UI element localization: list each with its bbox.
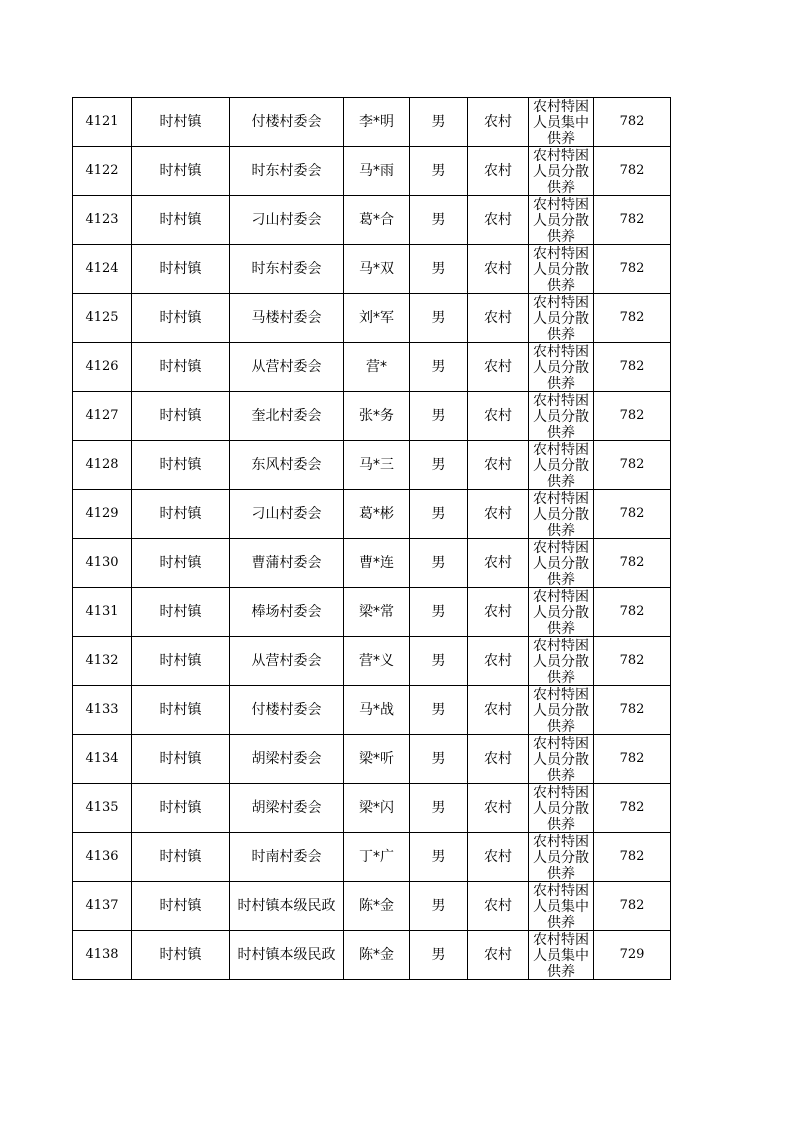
serial-number-cell: 4128 xyxy=(73,441,132,490)
village-committee-cell: 马楼村委会 xyxy=(230,294,344,343)
area-type-cell: 农村 xyxy=(468,588,529,637)
support-category-text: 农村特困人员分散供养 xyxy=(533,442,589,489)
town-cell: 时村镇 xyxy=(132,196,230,245)
table-row xyxy=(73,245,671,294)
support-category-text: 农村特困人员集中供养 xyxy=(533,883,589,930)
area-type-cell: 农村 xyxy=(468,539,529,588)
town-cell: 时村镇 xyxy=(132,931,230,980)
support-category-text: 农村特困人员分散供养 xyxy=(533,736,589,783)
town-cell: 时村镇 xyxy=(132,735,230,784)
village-committee-cell: 时东村委会 xyxy=(230,147,344,196)
serial-number-cell: 4130 xyxy=(73,539,132,588)
support-category-cell xyxy=(529,735,594,784)
table-row xyxy=(73,147,671,196)
person-name-cell: 马*战 xyxy=(344,686,410,735)
support-category-text: 农村特困人员集中供养 xyxy=(533,99,589,146)
table-row xyxy=(73,735,671,784)
area-type-cell: 农村 xyxy=(468,245,529,294)
area-type-cell: 农村 xyxy=(468,833,529,882)
person-name-cell: 陈*金 xyxy=(344,931,410,980)
area-type-cell: 农村 xyxy=(468,441,529,490)
person-name-cell: 营* xyxy=(344,343,410,392)
gender-cell: 男 xyxy=(410,490,468,539)
support-category-cell xyxy=(529,147,594,196)
town-cell: 时村镇 xyxy=(132,686,230,735)
gender-cell: 男 xyxy=(410,735,468,784)
village-committee-cell: 刁山村委会 xyxy=(230,196,344,245)
support-category-text: 农村特困人员分散供养 xyxy=(533,589,589,636)
support-category-cell xyxy=(529,196,594,245)
area-type-cell: 农村 xyxy=(468,294,529,343)
serial-number-cell: 4125 xyxy=(73,294,132,343)
amount-cell: 782 xyxy=(594,245,671,294)
town-cell: 时村镇 xyxy=(132,441,230,490)
gender-cell: 男 xyxy=(410,245,468,294)
table-row xyxy=(73,686,671,735)
gender-cell: 男 xyxy=(410,196,468,245)
village-committee-cell: 付楼村委会 xyxy=(230,98,344,147)
village-committee-cell: 时村镇本级民政 xyxy=(230,931,344,980)
village-committee-cell: 从营村委会 xyxy=(230,637,344,686)
amount-cell: 782 xyxy=(594,294,671,343)
amount-cell: 782 xyxy=(594,735,671,784)
support-category-text: 农村特困人员分散供养 xyxy=(533,834,589,881)
gender-cell: 男 xyxy=(410,784,468,833)
town-cell: 时村镇 xyxy=(132,833,230,882)
amount-cell: 782 xyxy=(594,392,671,441)
village-committee-cell: 奎北村委会 xyxy=(230,392,344,441)
town-cell: 时村镇 xyxy=(132,98,230,147)
support-category-cell xyxy=(529,588,594,637)
support-category-cell xyxy=(529,784,594,833)
amount-cell: 782 xyxy=(594,490,671,539)
person-name-cell: 陈*金 xyxy=(344,882,410,931)
serial-number-cell: 4133 xyxy=(73,686,132,735)
village-committee-cell: 曹蒲村委会 xyxy=(230,539,344,588)
gender-cell: 男 xyxy=(410,392,468,441)
gender-cell: 男 xyxy=(410,882,468,931)
table-body xyxy=(73,98,671,980)
village-committee-cell: 时村镇本级民政 xyxy=(230,882,344,931)
table-row xyxy=(73,294,671,343)
table-row xyxy=(73,343,671,392)
gender-cell: 男 xyxy=(410,441,468,490)
support-category-cell xyxy=(529,245,594,294)
support-category-text: 农村特困人员集中供养 xyxy=(533,932,589,979)
village-committee-cell: 时南村委会 xyxy=(230,833,344,882)
serial-number-cell: 4136 xyxy=(73,833,132,882)
support-category-cell xyxy=(529,343,594,392)
amount-cell: 782 xyxy=(594,539,671,588)
area-type-cell: 农村 xyxy=(468,735,529,784)
town-cell: 时村镇 xyxy=(132,539,230,588)
amount-cell: 782 xyxy=(594,98,671,147)
area-type-cell: 农村 xyxy=(468,196,529,245)
serial-number-cell: 4129 xyxy=(73,490,132,539)
area-type-cell: 农村 xyxy=(468,392,529,441)
gender-cell: 男 xyxy=(410,686,468,735)
person-name-cell: 梁*听 xyxy=(344,735,410,784)
person-name-cell: 李*明 xyxy=(344,98,410,147)
table-row xyxy=(73,882,671,931)
gender-cell: 男 xyxy=(410,833,468,882)
support-category-text: 农村特困人员分散供养 xyxy=(533,540,589,587)
amount-cell: 782 xyxy=(594,637,671,686)
gender-cell: 男 xyxy=(410,147,468,196)
table-row xyxy=(73,490,671,539)
support-category-text: 农村特困人员分散供养 xyxy=(533,491,589,538)
table-row xyxy=(73,98,671,147)
town-cell: 时村镇 xyxy=(132,588,230,637)
town-cell: 时村镇 xyxy=(132,343,230,392)
serial-number-cell: 4132 xyxy=(73,637,132,686)
support-category-text: 农村特困人员分散供养 xyxy=(533,295,589,342)
table-row xyxy=(73,784,671,833)
town-cell: 时村镇 xyxy=(132,392,230,441)
person-name-cell: 葛*合 xyxy=(344,196,410,245)
amount-cell: 782 xyxy=(594,784,671,833)
serial-number-cell: 4127 xyxy=(73,392,132,441)
serial-number-cell: 4122 xyxy=(73,147,132,196)
person-name-cell: 马*双 xyxy=(344,245,410,294)
gender-cell: 男 xyxy=(410,931,468,980)
person-name-cell: 张*务 xyxy=(344,392,410,441)
gender-cell: 男 xyxy=(410,98,468,147)
support-category-cell xyxy=(529,931,594,980)
table-row xyxy=(73,931,671,980)
village-committee-cell: 从营村委会 xyxy=(230,343,344,392)
person-name-cell: 刘*军 xyxy=(344,294,410,343)
amount-cell: 782 xyxy=(594,196,671,245)
support-category-cell xyxy=(529,98,594,147)
town-cell: 时村镇 xyxy=(132,245,230,294)
support-category-cell xyxy=(529,686,594,735)
amount-cell: 782 xyxy=(594,588,671,637)
amount-cell: 782 xyxy=(594,833,671,882)
serial-number-cell: 4137 xyxy=(73,882,132,931)
support-category-cell xyxy=(529,490,594,539)
area-type-cell: 农村 xyxy=(468,490,529,539)
serial-number-cell: 4131 xyxy=(73,588,132,637)
person-name-cell: 丁*广 xyxy=(344,833,410,882)
person-name-cell: 马*三 xyxy=(344,441,410,490)
support-category-cell xyxy=(529,882,594,931)
serial-number-cell: 4121 xyxy=(73,98,132,147)
table-row xyxy=(73,833,671,882)
area-type-cell: 农村 xyxy=(468,931,529,980)
person-name-cell: 营*义 xyxy=(344,637,410,686)
support-category-text: 农村特困人员分散供养 xyxy=(533,148,589,195)
serial-number-cell: 4135 xyxy=(73,784,132,833)
table-row xyxy=(73,441,671,490)
village-committee-cell: 时东村委会 xyxy=(230,245,344,294)
village-committee-cell: 付楼村委会 xyxy=(230,686,344,735)
relief-recipients-table xyxy=(72,97,671,980)
support-category-text: 农村特困人员分散供养 xyxy=(533,197,589,244)
amount-cell: 729 xyxy=(594,931,671,980)
amount-cell: 782 xyxy=(594,343,671,392)
town-cell: 时村镇 xyxy=(132,882,230,931)
serial-number-cell: 4126 xyxy=(73,343,132,392)
support-category-cell xyxy=(529,833,594,882)
table-row xyxy=(73,539,671,588)
person-name-cell: 曹*连 xyxy=(344,539,410,588)
table-row xyxy=(73,196,671,245)
support-category-cell xyxy=(529,539,594,588)
support-category-cell xyxy=(529,392,594,441)
amount-cell: 782 xyxy=(594,686,671,735)
town-cell: 时村镇 xyxy=(132,294,230,343)
amount-cell: 782 xyxy=(594,441,671,490)
support-category-text: 农村特困人员分散供养 xyxy=(533,344,589,391)
support-category-text: 农村特困人员分散供养 xyxy=(533,687,589,734)
table-row xyxy=(73,637,671,686)
village-committee-cell: 东风村委会 xyxy=(230,441,344,490)
support-category-text: 农村特困人员分散供养 xyxy=(533,785,589,832)
serial-number-cell: 4123 xyxy=(73,196,132,245)
support-category-cell xyxy=(529,441,594,490)
support-category-text: 农村特困人员分散供养 xyxy=(533,393,589,440)
area-type-cell: 农村 xyxy=(468,637,529,686)
gender-cell: 男 xyxy=(410,343,468,392)
area-type-cell: 农村 xyxy=(468,882,529,931)
town-cell: 时村镇 xyxy=(132,147,230,196)
gender-cell: 男 xyxy=(410,637,468,686)
town-cell: 时村镇 xyxy=(132,784,230,833)
serial-number-cell: 4124 xyxy=(73,245,132,294)
town-cell: 时村镇 xyxy=(132,490,230,539)
gender-cell: 男 xyxy=(410,294,468,343)
support-category-text: 农村特困人员分散供养 xyxy=(533,246,589,293)
person-name-cell: 葛*彬 xyxy=(344,490,410,539)
village-committee-cell: 棒场村委会 xyxy=(230,588,344,637)
area-type-cell: 农村 xyxy=(468,686,529,735)
area-type-cell: 农村 xyxy=(468,98,529,147)
table-row xyxy=(73,392,671,441)
serial-number-cell: 4134 xyxy=(73,735,132,784)
serial-number-cell: 4138 xyxy=(73,931,132,980)
village-committee-cell: 刁山村委会 xyxy=(230,490,344,539)
gender-cell: 男 xyxy=(410,539,468,588)
town-cell: 时村镇 xyxy=(132,637,230,686)
area-type-cell: 农村 xyxy=(468,147,529,196)
amount-cell: 782 xyxy=(594,882,671,931)
support-category-text: 农村特困人员分散供养 xyxy=(533,638,589,685)
area-type-cell: 农村 xyxy=(468,343,529,392)
area-type-cell: 农村 xyxy=(468,784,529,833)
support-category-cell xyxy=(529,637,594,686)
table-row xyxy=(73,588,671,637)
person-name-cell: 梁*闪 xyxy=(344,784,410,833)
support-category-cell xyxy=(529,294,594,343)
amount-cell: 782 xyxy=(594,147,671,196)
gender-cell: 男 xyxy=(410,588,468,637)
person-name-cell: 梁*常 xyxy=(344,588,410,637)
person-name-cell: 马*雨 xyxy=(344,147,410,196)
village-committee-cell: 胡梁村委会 xyxy=(230,735,344,784)
village-committee-cell: 胡梁村委会 xyxy=(230,784,344,833)
